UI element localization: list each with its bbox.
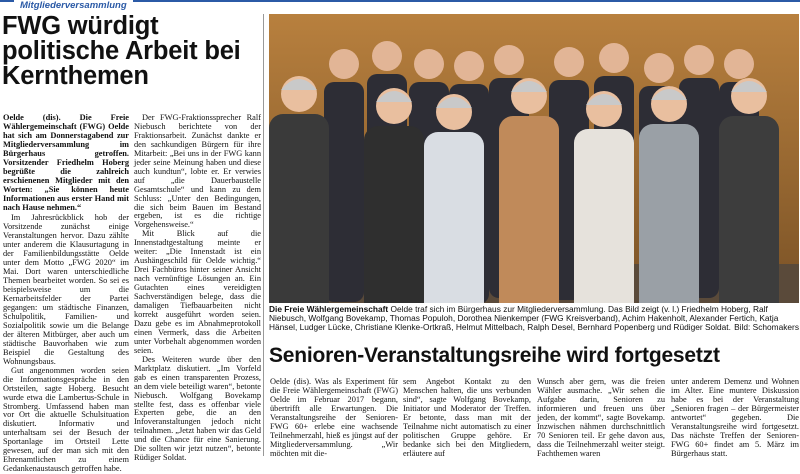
caption-title: Die Freie Wählergemeinschaft bbox=[269, 304, 389, 314]
headline: FWG würdigt politische Arbeit bei Kernthemen bbox=[2, 12, 241, 90]
body-paragraph: Oelde (dis). Was als Experiment für die Freie Wählergemeinschaft (FWG) Oelde im Februar 2017 begann, übertrifft alle Erwartungen. Die Veranstaltungsreihe der Senioren-FWG 60+ erlebe eine wachsende Teilnehmerzahl, hieß es jüngst auf der Mitgliederversammlung. „Wir möchten mit die- bbox=[270, 377, 398, 458]
article-column-1 bbox=[3, 114, 129, 474]
section-label: Mitgliederversammlung bbox=[14, 0, 133, 11]
column-divider bbox=[263, 14, 264, 456]
body-paragraph: Gut angenommen worden seien die Informationsgespräche in den Ortsteilen, sagte Hoberg. Besucht wurde etwa die Lambertus-Schule in Stromberg. Umfassend haben man vor Ort die aktuelle Schulsituation diskutiert. Informativ und unterhaltsam sei der Besuch der Sportanlage im Ortsteil Lette gewesen, auf der man sich mit den Ehrenamtlichen zu einem Gedankenaustausch getroffen habe. bbox=[3, 365, 129, 474]
body-paragraph: Der FWG-Fraktionssprecher Ralf Niebusch berichtete von der Fraktionsarbeit. Zunächst dankte er den sachkundigen Bürgern für ihre Mitarbeit: „Bei uns in der FWG kann jeder seine Meinung haben und diese auch kundtun“, lobte er. Er verwies auf „die Dauerbaustelle Gesamtschule“ und kann zu dem Schluss: „Unter den Bedingungen, die sich beim Bauen im Bestand ergeben, ist es die richtige Vorgehensweise.“ bbox=[134, 113, 261, 230]
body-paragraph: Des Weiteren wurde über den Marktplatz diskutiert. „Im Vorfeld gab es einen transparenten Prozess, an dem viele beteiligt waren“, betonte Niebusch. Wolfgang Bovekamp stellte fest, dass es offenbar viele Experten gebe, die an den Infoveranstaltungen jedoch nicht teilnahmen. „Jetzt haben wir das Geld und die Chance für eine Sanierung. Die sollten wir jetzt nutzen“, betonte Rüdiger Soldat. bbox=[134, 354, 261, 463]
second-article-column-2 bbox=[403, 378, 531, 459]
second-article-column-1 bbox=[270, 378, 398, 459]
second-article-column-3 bbox=[537, 378, 665, 459]
group-photo bbox=[269, 14, 799, 303]
photo-credit: Bild: Schomakers bbox=[734, 321, 799, 332]
second-headline: Senioren-Veranstaltungsreihe wird fortgesetzt bbox=[269, 344, 720, 367]
body-paragraph: Im Jahresrückblick hob der Vorsitzende zunächst einige Veranstaltungen hervor. Dazu zählte unter anderem die Klausurtagung in der Familienbildungsstätte Oelde unter dem Motto „FWG 2020“ im Mai. Dort waren unterschiedliche Themen bearbeitet worden. So sei es beispielsweise um die Kernarbeitsfelder der Partei gegangen: um städtische Finanzen, Schulpolitik, Familien- und Sozialpolitik sowie um die Belange der älteren Mitbürger, aber auch um städtische Bauvorhaben wie zum Beispiel die Gestaltung des Wohnungsbaus. bbox=[3, 213, 129, 366]
body-paragraph: Mit Blick auf die Innenstadtgestaltung meinte er weiter: „Die Innenstadt ist ein Aushängeschild für Oelde wichtig.“ Drei Fachbüros hinter seiner Ansicht nach vernünftige Lösungen an. Ein Gutachten eines vereidigten Sachverständigen belege, dass die damaligen Tiefbauarbeiten nicht korrekt ausgeführt worden seien. Dazu gebe es im Abnahmeprotokoll einen Vermerk, dass die Arbeiten unter Vorbehalt abgenommen worden seien. bbox=[134, 229, 261, 355]
article-column-2 bbox=[134, 114, 261, 463]
caption-text: Oelde traf sich im Bürgerhaus zur Mitgliederversammlung. Das Bild zeigt (v. l.) Friedhelm Hoberg, Ralf Niebusch, Wolfgang Bovekamp, Thomas Populoh, Dorothea Nienkemper (FWG Kreisverband), Achim Hakenholt, Alexander Fertich, Katja Hänsel, Ludger Lücke, Christiane Klenke-Ortkraß, Helmut Mittelbach, Ralph Desel, Bernhard Popenberg und Rüdiger Soldat. bbox=[269, 304, 779, 332]
body-paragraph: sem Angebot Kontakt zu den Menschen halten, die uns verbunden sind“, sagte Wolfgang Bovekamp, Initiator und Moderator der Treffen. Er betonte, dass man mit der Teilnahme nicht automatisch zu einer politischen Gruppe gehöre. Er bedanke sich bei den Mitgliedern, erläutere auf bbox=[403, 377, 531, 458]
second-article-column-4 bbox=[671, 378, 799, 459]
body-paragraph: Wunsch aber gern, was die freien Wähler ausmache. „Wir sehen die Aufgabe darin, Senioren zu informieren und freuen uns über jeden, der kommt“, sagte Bovekamp. Inzwischen nähmen durchschnittlich 70 Senioren teil. Er gehe davon aus, dass die Teilnehmerzahl weiter steigt. Fachthemen waren bbox=[537, 377, 665, 458]
photo-caption bbox=[269, 305, 799, 332]
body-paragraph: unter anderem Demenz und Wohnen im Alter. Eine muntere Diskussion habe es bei der Veranstaltung „Senioren fragen – der Bürgermeister antwortet“ gegeben. Die Veranstaltungsreihe wird fortgesetzt. Das nächste Treffen der Senioren-FWG 60+ findet am 5. März im Bürgerhaus statt. bbox=[671, 377, 799, 458]
lead-paragraph: Oelde (dis). Die Freie Wählergemeinschaft (FWG) Oelde hat sich am Donnerstagabend zur Mitgliederversammlung im Bürgerhaus getroffen. Vorsitzender Friedhelm Hoberg begrüßte die zahlreich erschienenen Mitglieder mit den Worten: „Sie können heute Informationen aus erster Hand mit nach Hause nehmen.“ bbox=[3, 113, 129, 212]
